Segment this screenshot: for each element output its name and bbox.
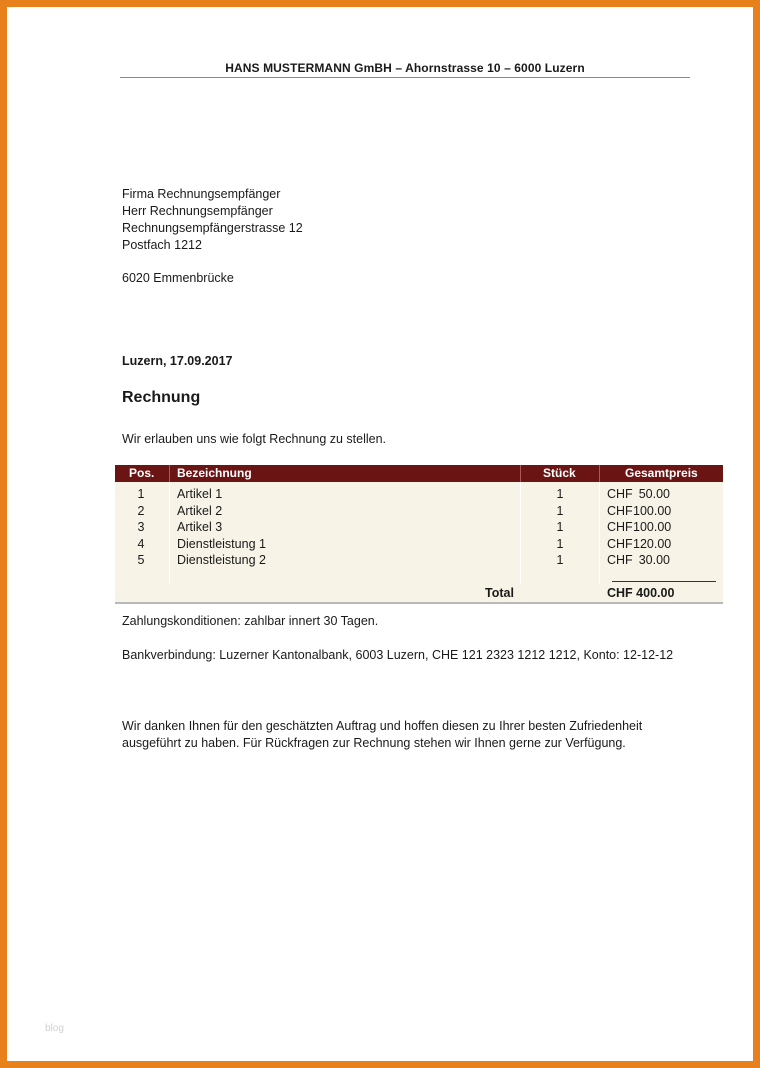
total-underline xyxy=(612,581,716,582)
invoice-title: Rechnung xyxy=(122,389,201,406)
invoice-date: Luzern, 17.09.2017 xyxy=(122,354,233,368)
row-currency: CHF xyxy=(607,487,633,501)
recipient-contact: Herr Rechnungsempfänger xyxy=(122,204,273,218)
recipient-city: 6020 Emmenbrücke xyxy=(122,271,234,285)
closing-line-2: ausgeführt zu haben. Für Rückfragen zur Rechnung stehen wir Ihnen gerne zur Verfügung. xyxy=(122,736,626,750)
table-body xyxy=(115,482,723,602)
row-pos: 5 xyxy=(137,553,145,567)
recipient-po-box: Postfach 1212 xyxy=(122,238,202,252)
row-description: Artikel 1 xyxy=(177,487,223,501)
closing-paragraph xyxy=(122,718,702,752)
table-row xyxy=(115,537,723,553)
header-separator xyxy=(599,465,600,482)
row-pos: 3 xyxy=(137,520,145,534)
header-pos: Pos. xyxy=(129,466,155,480)
recipient-company: Firma Rechnungsempfänger xyxy=(122,187,281,201)
row-pos: 2 xyxy=(137,504,145,518)
row-pos: 4 xyxy=(137,537,145,551)
payment-terms: Zahlungskonditionen: zahlbar innert 30 Tagen. xyxy=(122,614,379,628)
table-bottom-border xyxy=(115,602,723,604)
bank-details: Bankverbindung: Luzerner Kantonalbank, 6003 Luzern, CHE 121 2323 1212 1212, Konto: 12-12-12 xyxy=(122,648,674,662)
row-amount: 100.00 xyxy=(633,504,672,518)
row-qty: 1 xyxy=(556,520,564,534)
row-amount: 120.00 xyxy=(633,537,672,551)
recipient-street: Rechnungsempfängerstrasse 12 xyxy=(122,221,303,235)
header-separator xyxy=(520,465,521,482)
closing-line-1: Wir danken Ihnen für den geschätzten Auftrag und hoffen diesen zu Ihrer besten Zufriedenheit xyxy=(122,719,643,733)
row-qty: 1 xyxy=(556,553,564,567)
sender-header: HANS MUSTERMANN GmBH – Ahornstrasse 10 – 6000 Luzern xyxy=(225,61,585,75)
row-qty: 1 xyxy=(556,504,564,518)
header-divider xyxy=(120,77,690,78)
invoice-table xyxy=(115,465,723,604)
row-qty: 1 xyxy=(556,537,564,551)
header-qty: Stück xyxy=(543,466,576,480)
row-description: Dienstleistung 1 xyxy=(177,537,266,551)
row-description: Artikel 3 xyxy=(177,520,223,534)
row-qty: 1 xyxy=(556,487,564,501)
table-row xyxy=(115,553,723,569)
table-row xyxy=(115,504,723,520)
table-header-row xyxy=(115,465,723,482)
row-pos: 1 xyxy=(137,487,145,501)
table-row xyxy=(115,487,723,503)
row-description: Artikel 2 xyxy=(177,504,223,518)
total-value: CHF 400.00 xyxy=(607,586,675,600)
invoice-intro: Wir erlauben uns wie folgt Rechnung zu stellen. xyxy=(122,432,387,446)
row-description: Dienstleistung 2 xyxy=(177,553,266,567)
header-description: Bezeichnung xyxy=(177,466,252,480)
header-total: Gesamtpreis xyxy=(625,466,698,480)
total-label: Total xyxy=(485,586,514,600)
row-currency: CHF xyxy=(607,553,633,567)
row-amount: 30.00 xyxy=(638,553,670,567)
row-currency: CHF xyxy=(607,504,633,518)
row-amount: 100.00 xyxy=(633,520,672,534)
watermark: blog xyxy=(45,1023,64,1034)
row-currency: CHF xyxy=(607,520,633,534)
table-row xyxy=(115,520,723,536)
row-currency: CHF xyxy=(607,537,633,551)
row-amount: 50.00 xyxy=(638,487,670,501)
header-separator xyxy=(169,465,170,482)
